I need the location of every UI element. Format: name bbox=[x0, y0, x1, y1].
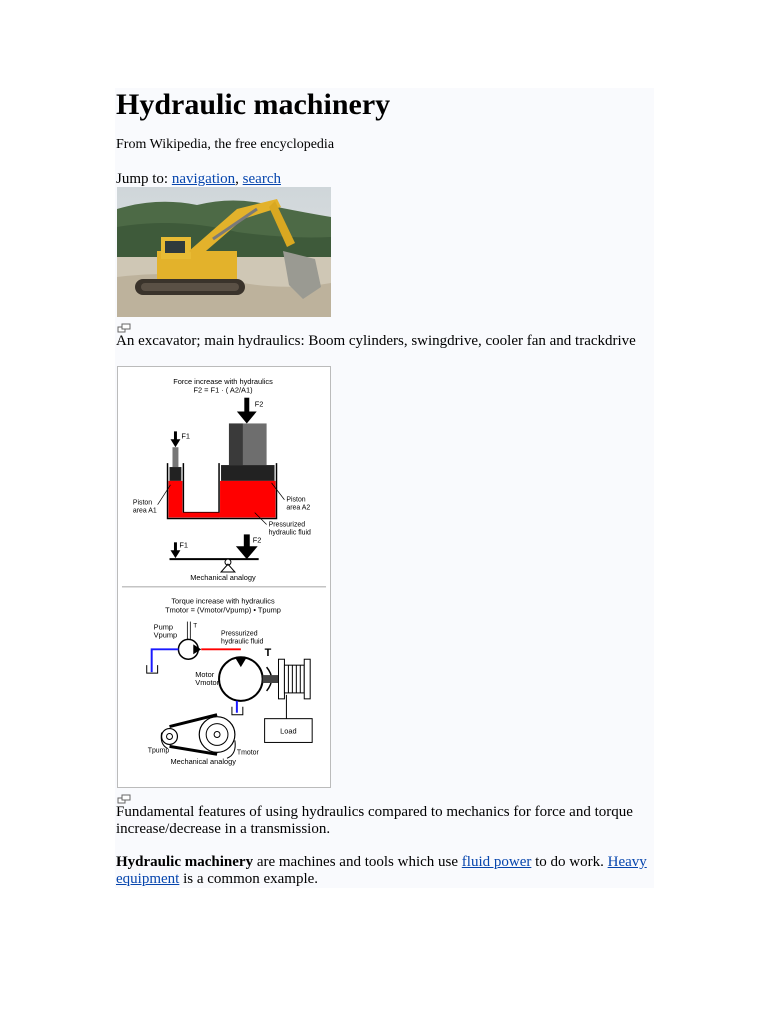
mech-f2-label: F2 bbox=[252, 535, 262, 545]
piston-a1-label-2: area A1 bbox=[132, 507, 157, 515]
jump-separator: , bbox=[235, 171, 243, 187]
f2-label: F2 bbox=[254, 399, 264, 409]
small-pulley-hub bbox=[167, 734, 173, 740]
fluid-label-2: hydraulic fluid bbox=[268, 529, 311, 537]
figure-caption-excavator: An excavator; main hydraulics: Boom cylinders, swingdrive, cooler fan and trackdrive bbox=[116, 333, 636, 349]
cab-window bbox=[165, 241, 185, 253]
drum-flange-left bbox=[278, 659, 284, 699]
piston-a2-label-2: area A2 bbox=[286, 504, 311, 512]
search-link[interactable]: search bbox=[242, 171, 281, 187]
t-big-label: T bbox=[264, 647, 272, 660]
site-tagline: From Wikipedia, the free encyclopedia bbox=[116, 137, 335, 152]
small-piston-head bbox=[170, 467, 182, 481]
paragraph-text-1: are machines and tools which use bbox=[253, 854, 462, 870]
f1-label: F1 bbox=[181, 431, 191, 441]
mech-f2-arrow-head bbox=[236, 546, 258, 559]
hydraulics-diagram[interactable] bbox=[117, 366, 331, 788]
mech-analogy-label: Mechanical analogy bbox=[190, 572, 256, 582]
excavator-photo[interactable] bbox=[117, 187, 331, 317]
navigation-link[interactable]: navigation bbox=[171, 171, 236, 187]
fluid-label-1: Pressurized bbox=[268, 521, 306, 529]
magnify-clip-icon[interactable] bbox=[117, 794, 131, 804]
torque-formula: Tmotor = (Vmotor/Vpump) • Tpump bbox=[165, 605, 281, 615]
large-piston-shade bbox=[229, 423, 243, 465]
f2-arrow-head bbox=[237, 412, 257, 424]
tpump-label: Tpump bbox=[147, 747, 170, 755]
force-formula: F2 = F1 · ( A2/A1) bbox=[193, 385, 253, 395]
tmotor-label: Tmotor bbox=[236, 749, 259, 757]
pump-return-line bbox=[152, 649, 179, 672]
force-title: Force increase with hydraulics bbox=[173, 376, 273, 386]
magnify-clip-icon[interactable] bbox=[117, 323, 131, 333]
figure-caption-diagram: Fundamental features of using hydraulics compared to mechanics for force and torque increase/decrease in a transmission. bbox=[116, 804, 633, 837]
fluid2-label-1: Pressurized bbox=[221, 630, 258, 638]
drum-flange-right bbox=[304, 659, 310, 699]
large-piston-head bbox=[221, 465, 274, 481]
t-small-label: T bbox=[193, 622, 198, 630]
fluid2-label-2: hydraulic fluid bbox=[221, 638, 264, 646]
pump-label: Pump bbox=[153, 622, 174, 632]
fluid-power-link[interactable]: fluid power bbox=[461, 854, 532, 870]
heavy-equipment-link[interactable]: Heavy equipment bbox=[116, 854, 647, 887]
vessel-wall-mid bbox=[183, 463, 219, 513]
vmotor-label: Vmotor bbox=[195, 677, 220, 687]
motor-label: Motor bbox=[195, 670, 215, 680]
jump-to-label: Jump to: bbox=[116, 171, 172, 187]
bold-term: Hydraulic machinery bbox=[116, 854, 254, 870]
mech-f1-arrow-head bbox=[171, 550, 181, 558]
large-pulley-hub bbox=[214, 732, 220, 738]
piston-a2-label-1: Piston bbox=[286, 496, 306, 504]
paragraph-text-2: to do work. bbox=[531, 854, 608, 870]
load-label: Load bbox=[280, 726, 297, 736]
intro-paragraph bbox=[116, 854, 656, 888]
f1-arrow-head bbox=[171, 439, 181, 447]
paragraph-text-3: is a common example. bbox=[179, 871, 319, 887]
small-piston-rod bbox=[172, 447, 178, 467]
motor-shaft bbox=[263, 675, 281, 683]
mech-analogy2-label: Mechanical analogy bbox=[170, 757, 236, 767]
vpump-label: Vpump bbox=[153, 630, 178, 640]
winch-drum bbox=[284, 665, 304, 693]
mech-f1-label: F1 bbox=[179, 540, 189, 550]
track-detail bbox=[141, 283, 239, 291]
page-title: Hydraulic machinery bbox=[116, 88, 391, 121]
piston-a1-label-1: Piston bbox=[132, 499, 153, 507]
torque-title: Torque increase with hydraulics bbox=[171, 596, 275, 606]
